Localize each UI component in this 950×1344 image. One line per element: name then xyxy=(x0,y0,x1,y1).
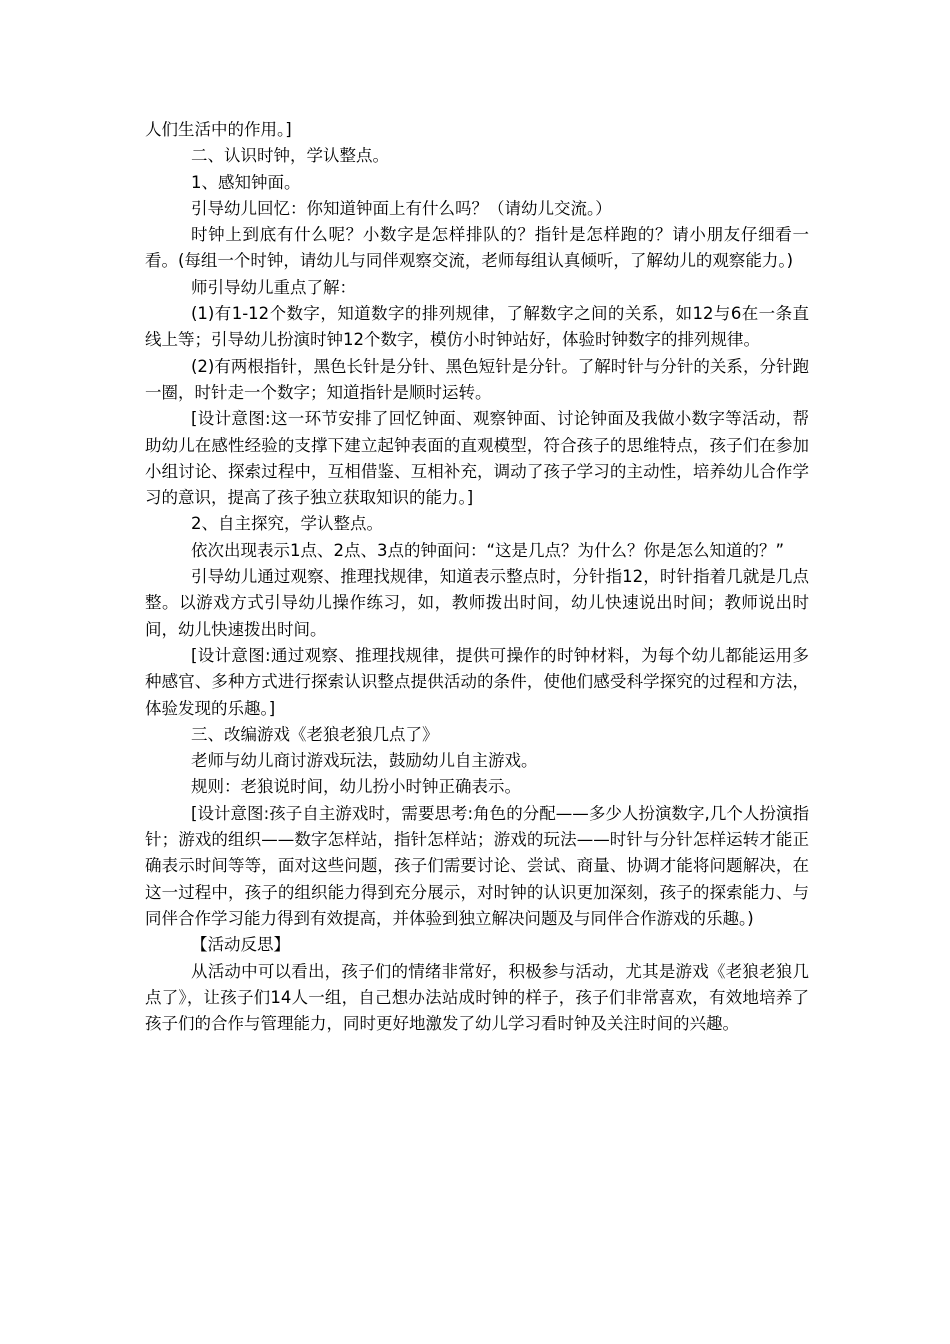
paragraph-recall-question: 引导幼儿回忆：你知道钟面上有什么吗？（请幼儿交流。） xyxy=(191,198,612,218)
paragraph-key-points-intro: 师引导幼儿重点了解： xyxy=(191,277,356,297)
section-heading-recognize-clock: 二、认识时钟，学认整点。 xyxy=(191,146,389,166)
paragraph-design-intent-3: [设计意图:孩子自主游戏时，需要思考:角色的分配——多少人扮演数字,几个人扮演指针；游戏的组织——数字怎样站，指针怎样站；游戏的玩法——时针与分针怎样运转才能正确表示时间等等，面对这些问题，孩子们需要讨论、尝试、商量、协调才能将问题解决，在这一过程中，孩子的组织能力得到充分展示，对时钟的认识更加深刻，孩子的探索能力、与同伴合作学习能力得到有效提高，并体验到独立解决问题及与同伴合作游戏的乐趣。) xyxy=(145,803,809,928)
document-page xyxy=(145,117,809,1037)
paragraph-design-intent-2: [设计意图:通过观察、推理找规律，提供可操作的时钟材料，为每个幼儿都能运用多种感官、多种方式进行探索认识整点提供活动的条件，使他们感受科学探究的过程和方法，体验发现的乐趣。] xyxy=(145,645,809,718)
section-heading-reflection: 【活动反思】 xyxy=(191,935,290,955)
paragraph-reflection: 从活动中可以看出，孩子们的情绪非常好，积极参与活动，尤其是游戏《老狼老狼几点了》，让孩子们14人一组，自己想办法站成时钟的样子，孩子们非常喜欢，有效地培养了孩子们的合作与管理能力，同时更好地激发了幼儿学习看时钟及关注时间的兴趣。 xyxy=(145,961,809,1034)
paragraph-point-hands: (2)有两根指针，黑色长针是分针、黑色短针是分针。了解时针与分针的关系，分针跑一圈，时针走一个数字；知道指针是顺时运转。 xyxy=(145,356,809,402)
subheading-perceive-clock-face: 1、感知钟面。 xyxy=(191,172,301,192)
paragraph-find-rules: 引导幼儿通过观察、推理找规律，知道表示整点时，分针指12，时针指着几就是几点整。以游戏方式引导幼儿操作练习，如，教师拨出时间，幼儿快速说出时间；教师说出时间，幼儿快速拨出时间。 xyxy=(145,567,809,639)
paragraph-observe-clock: 时钟上到底有什么呢？小数字是怎样排队的？指针是怎样跑的？请小朋友仔细看一看。(每组一个时钟，请幼儿与同伴观察交流，老师每组认真倾听，了解幼儿的观察能力。) xyxy=(145,225,809,271)
paragraph-game-discussion: 老师与幼儿商讨游戏玩法，鼓励幼儿自主游戏。 xyxy=(191,751,538,771)
subheading-self-explore: 2、自主探究，学认整点。 xyxy=(191,514,383,534)
paragraph-show-clock-faces: 依次出现表示1点、2点、3点的钟面问：“这是几点？为什么？你是怎么知道的？” xyxy=(191,540,785,560)
paragraph-continuation: 人们生活中的作用。] xyxy=(145,120,292,139)
paragraph-design-intent-1: [设计意图:这一环节安排了回忆钟面、观察钟面、讨论钟面及我做小数字等活动，帮助幼儿在感性经验的支撑下建立起钟表面的直观模型，符合孩子的思维特点，孩子们在参加小组讨论、探索过程中，互相借鉴、互相补充，调动了孩子学习的主动性，培养幼儿合作学习的意识，提高了孩子独立获取知识的能力。] xyxy=(145,409,809,508)
paragraph-point-numbers: (1)有1-12个数字，知道数字的排列规律，了解数字之间的关系，如12与6在一条直线上等；引导幼儿扮演时钟12个数字，模仿小时钟站好，体验时钟数字的排列规律。 xyxy=(145,304,809,350)
section-heading-game: 三、改编游戏《老狼老狼几点了》 xyxy=(191,724,439,744)
paragraph-game-rules: 规则：老狼说时间，幼儿扮小时钟正确表示。 xyxy=(191,777,521,797)
